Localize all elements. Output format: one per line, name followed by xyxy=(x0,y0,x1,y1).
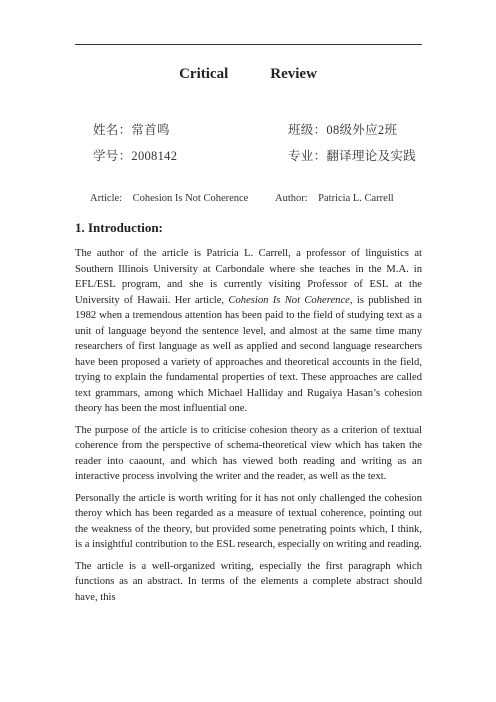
article-author-line: Author: Patricia L. Carrell xyxy=(275,193,394,204)
article-title-line: Article: Cohesion Is Not Coherence xyxy=(90,193,249,204)
paragraph-2: The purpose of the article is to criticise cohesion theory as a criterion of textual coherence from the perspective of schema-theoretical view which has taken the reader into caaount, and which has viewed both reading and writing as an interactive process involving the writer and the reader, as well as the text. xyxy=(75,424,422,482)
title-word-critical: Critical xyxy=(179,66,229,82)
header-rule xyxy=(75,44,422,45)
student-name: 姓名：常首鸣 xyxy=(93,123,170,137)
student-class: 班级：08级外应2班 xyxy=(288,123,398,137)
title-word-review: Review xyxy=(270,66,317,82)
page-title xyxy=(0,66,496,83)
article-title-italic: Cohesion Is Not Coherence xyxy=(228,294,350,306)
paragraph-3: Personally the article is worth writing for it has not only challenged the cohesion theroy which has been regarded as a measure of textual coherence, pointing out the weakness of the theory, but provided some penetrating points which, I think, is a insightful contribution to the ESL research, especially on writing and reading. xyxy=(75,492,422,550)
paragraph-4: The article is a well-organized writing, especially the first paragraph which functions as an abstract. In terms of the elements a complete abstract should have, this xyxy=(75,560,422,603)
paragraph-1: The author of the article is Patricia L. Carrell, a professor of linguistics at Southern Illinois University at Carbondale where she teaches in the M.A. in EFL/ESL program, and she is currently visiting Professor of ESL at the University of Hawaii. Her article, Cohesion Is Not Coherence, is published in 1982 when a tremendous attention has been paid to the field of studying text as a unit of language beyond the sentence level, and almost at the same time many researchers of first language as well as applied and second language researchers have been proposed a variety of approaches and theoretical accounts in the field, trying to explain the fundamental properties of text. These approaches are called text grammars, among which Michael Halliday and Rugaiya Hasan’s cohesion theory has been the most influential one. xyxy=(75,248,422,414)
body-text xyxy=(75,246,422,605)
student-id: 学号：2008142 xyxy=(93,149,178,163)
section-heading: 1. Introduction: xyxy=(75,220,163,235)
student-major: 专业：翻译理论及实践 xyxy=(288,149,417,163)
